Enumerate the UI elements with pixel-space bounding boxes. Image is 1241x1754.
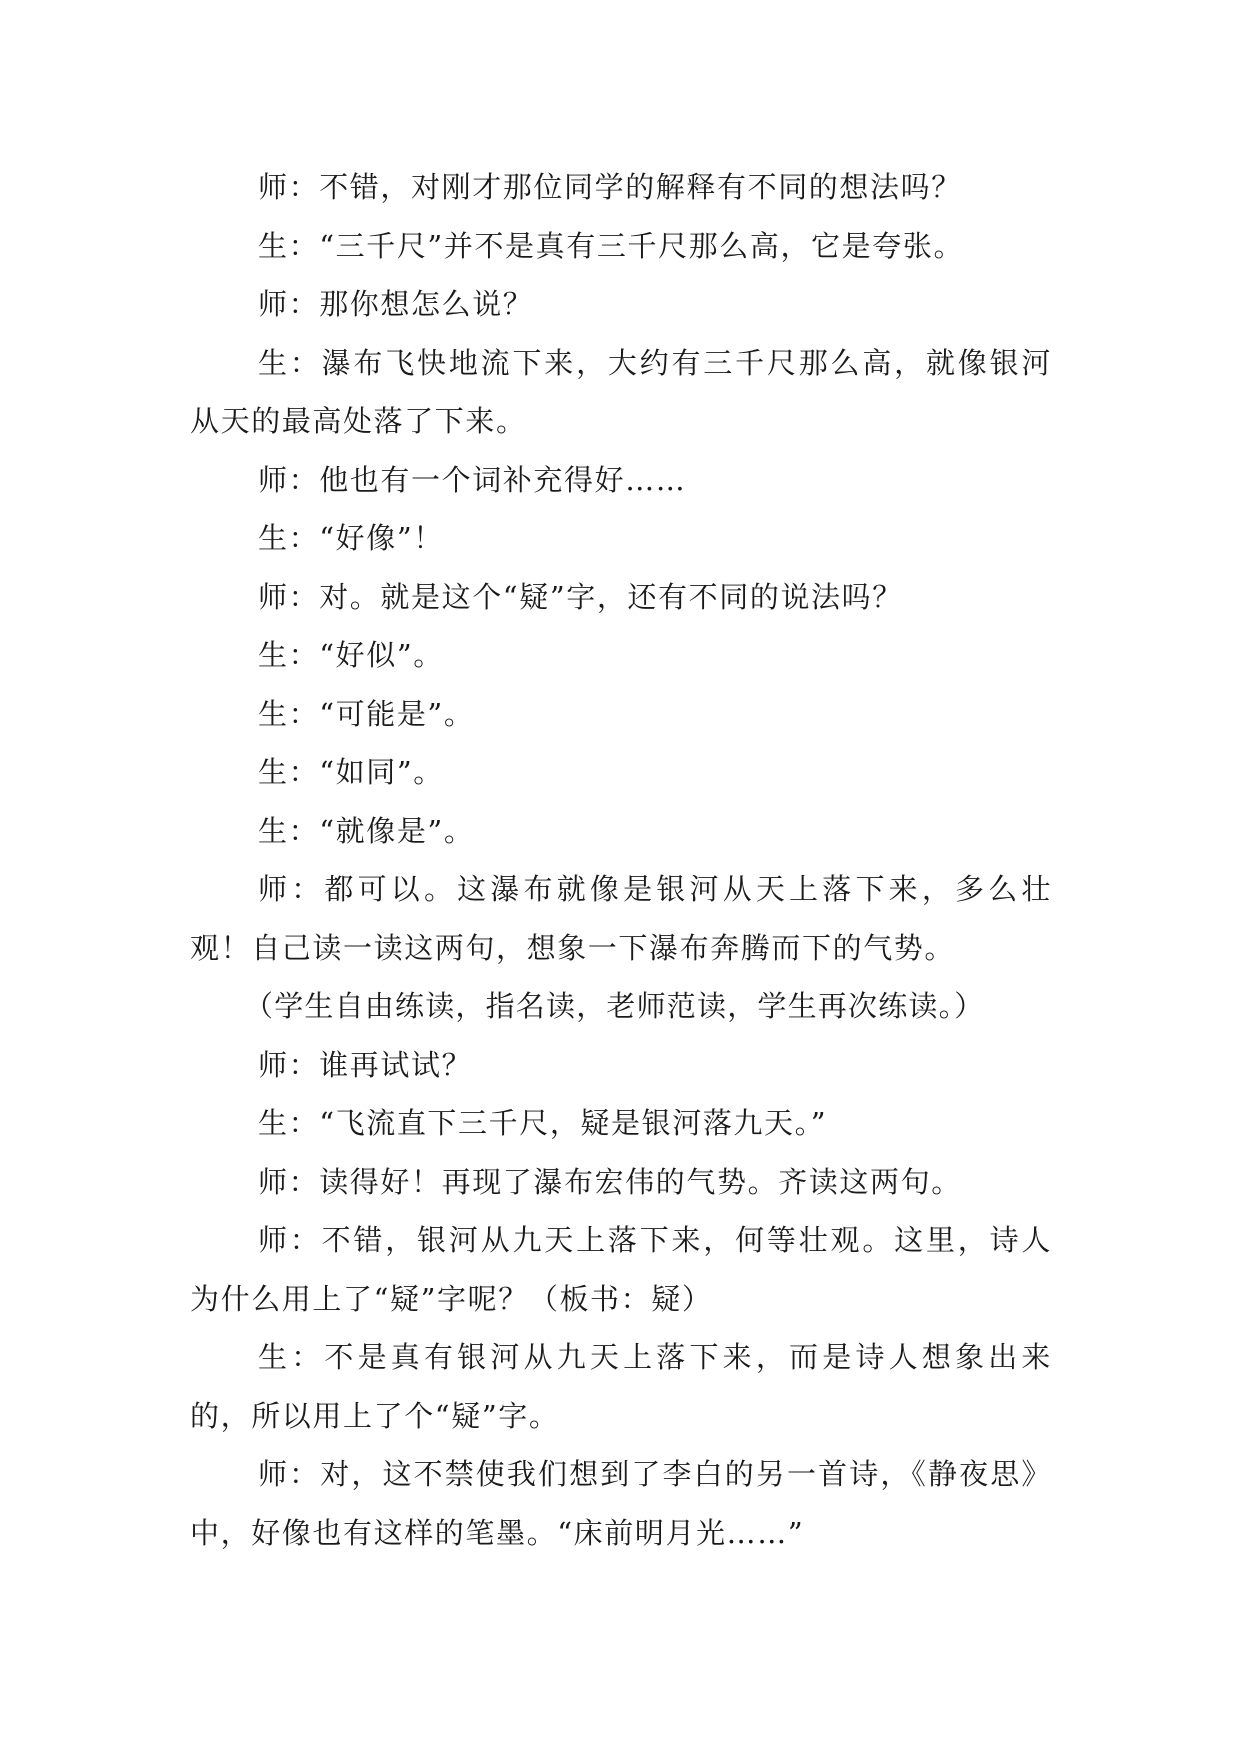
paragraph: 生：“好像”！ [258, 521, 444, 555]
paragraph: 生：“三千尺”并不是真有三千尺那么高，它是夸张。 [258, 228, 965, 263]
paragraph: 师：都可以。这瀑布就像是银河从天上落下来，多么壮观！自己读一读这两句，想象一下瀑布奔腾而下的气势。 [190, 872, 1052, 965]
paragraph: 生：“飞流直下三千尺，疑是银河落九天。” [258, 1106, 828, 1140]
paragraph: 师：读得好！再现了瀑布宏伟的气势。齐读这两句。 [258, 1164, 962, 1199]
paragraph: 师：对。就是这个“疑”字，还有不同的说法吗？ [258, 579, 903, 614]
document-body [190, 158, 1052, 1562]
paragraph: 生：“好似”。 [258, 638, 444, 672]
paragraph: 生：“就像是”。 [258, 813, 475, 848]
paragraph: 师：谁再试试？ [258, 1047, 473, 1082]
paragraph: 生：不是真有银河从九天上落下来，而是诗人想象出来的，所以用上了个“疑”字。 [190, 1340, 1052, 1433]
paragraph: 生：“可能是”。 [258, 696, 475, 731]
paragraph: 师：他也有一个词补充得好…… [258, 462, 687, 497]
stage-direction: （学生自由练读，指名读，老师范读，学生再次练读。） [244, 989, 985, 1023]
paragraph: 生：瀑布飞快地流下来，大约有三千尺那么高，就像银河从天的最高处落了下来。 [190, 345, 1052, 438]
paragraph: 师：对，这不禁使我们想到了李白的另一首诗，《静夜思》中，好像也有这样的笔墨。“床前明月光……” [190, 1457, 1052, 1550]
paragraph: 生：“如同”。 [258, 755, 444, 789]
paragraph: 师：那你想怎么说？ [258, 287, 534, 321]
paragraph: 师：不错，银河从九天上落下来，何等壮观。这里，诗人为什么用上了“疑”字呢？（板书：疑） [190, 1223, 1052, 1316]
paragraph: 师：不错，对刚才那位同学的解释有不同的想法吗？ [258, 170, 962, 204]
